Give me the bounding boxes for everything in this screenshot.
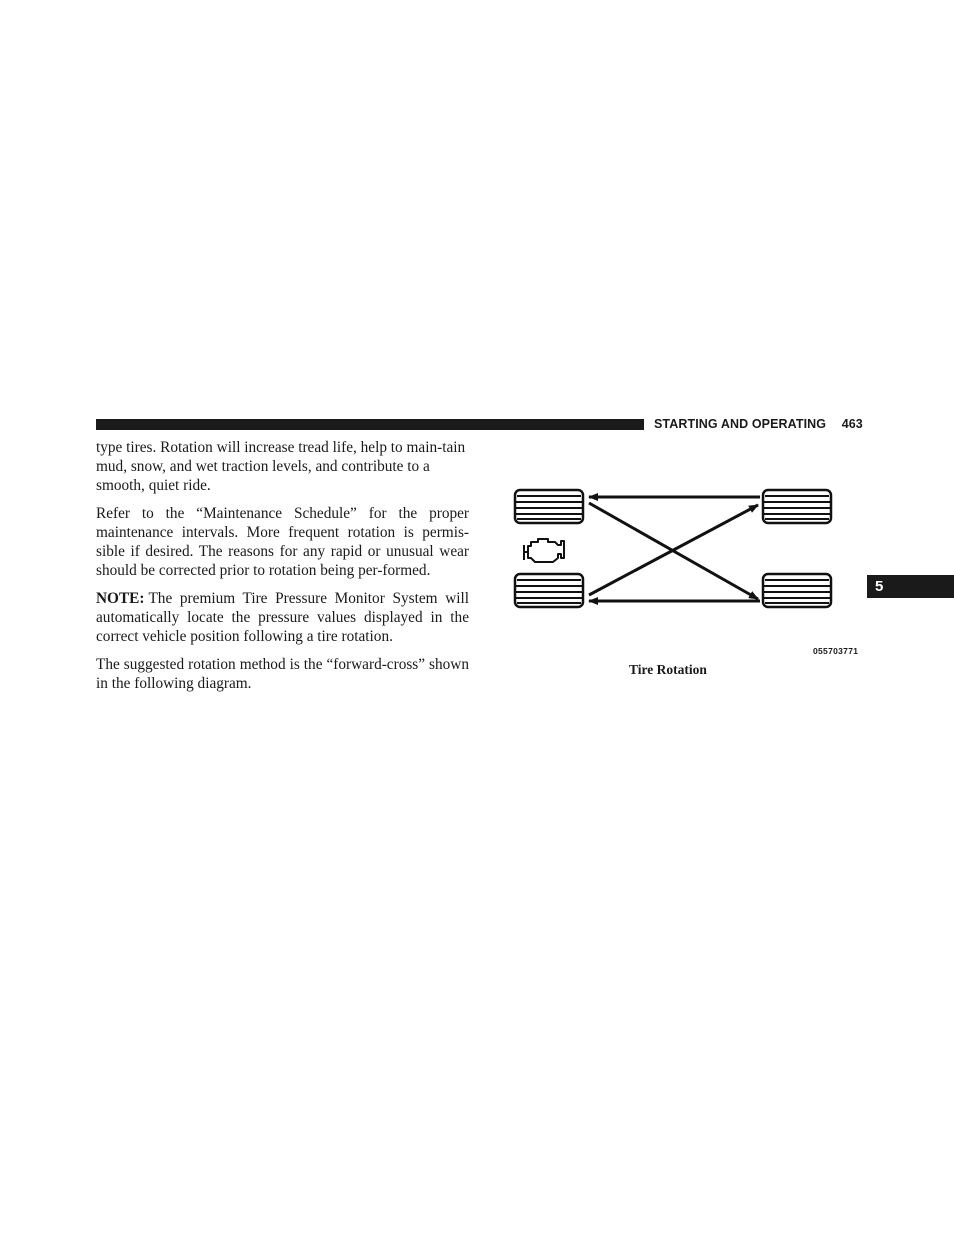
rotation-arrows <box>589 497 760 601</box>
tire-front-left-icon <box>515 490 583 523</box>
tire-rear-left-icon <box>515 574 583 607</box>
paragraph-forward-cross: The suggested rotation method is the “forward-cross” shown in the following diagram. <box>96 656 469 692</box>
tire-rear-right-icon <box>763 574 831 607</box>
note-label: NOTE: <box>96 590 145 607</box>
figure-caption: Tire Rotation <box>629 662 707 677</box>
tire-front-right-icon <box>763 490 831 523</box>
section-title: STARTING AND OPERATING <box>654 417 827 431</box>
paragraph-rotation-benefits: type tires. Rotation will increase tread life, help to main-tain mud, snow, and wet traction levels, and contribute to a smooth, quiet ride. <box>96 439 466 494</box>
note-text: The premium Tire Pressure Monitor System will automatically locate the pressure values displayed in the correct vehicle position following a tire rotation. <box>96 590 469 645</box>
tire-rotation-diagram <box>505 465 860 660</box>
text-column <box>96 438 469 702</box>
paragraph-maintenance-schedule: Refer to the “Maintenance Schedule” for the proper maintenance intervals. More frequent rotation is permis-sible if desired. The reasons for any rapid or unusual wear should be corrected prior to rotation being per-formed. <box>96 505 469 579</box>
figure-code: 055703771 <box>813 646 859 656</box>
note-paragraph <box>96 589 469 646</box>
chapter-tab: 5 <box>867 575 954 598</box>
engine-icon <box>524 539 564 562</box>
header-rule <box>96 419 644 430</box>
page-number: 463 <box>841 417 863 431</box>
running-header <box>654 417 863 431</box>
